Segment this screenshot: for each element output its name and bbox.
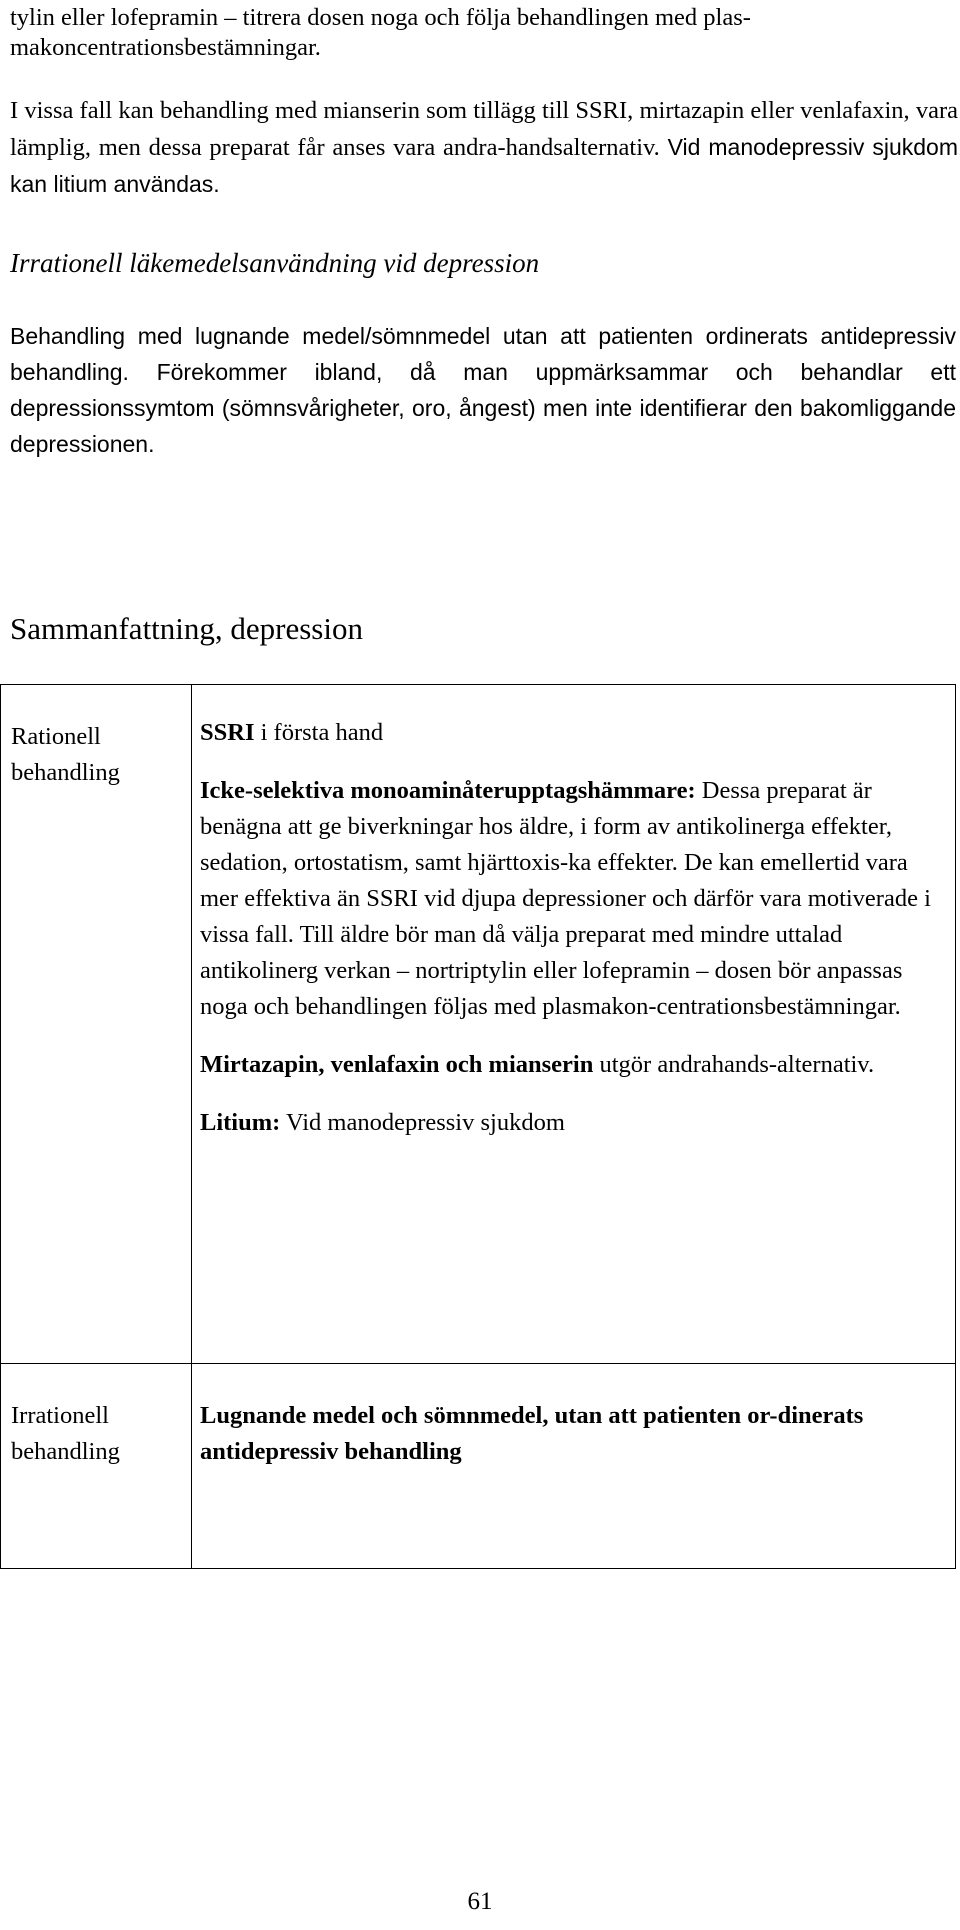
tca-rest: Dessa preparat är benägna att ge biverkningar hos äldre, i form av antikolinerga effekter, sedation, ortostatism, samt hjärttoxis-ka effekter. De kan emellertid vara mer effektiva än SSRI vid djupa depressioner och därför vara motiverade i vissa fall. Till äldre bör man då välja preparat med mindre uttalad antikolinerg verkan – nortriptylin eller lofepramin – dosen bör anpassas noga och behandlingen följas med plasmakon-centrationsbestämningar. (200, 777, 931, 1020)
lithium-bold: Litium: (200, 1109, 281, 1136)
intro-paragraph-2-text: I vissa fall kan behandling med mianserin som tillägg till SSRI, mirtazapin eller venlafaxin, vara lämplig, men dessa preparat får anses vara andra-handsalternativ. (10, 97, 958, 161)
intro-paragraph-2-lithium: Vid manodepressiv sjukdom kan litium användas. (10, 134, 959, 197)
irrational-label: Irrationell behandling (1, 1364, 192, 1569)
ssri-line (200, 715, 933, 751)
irrational-heading: Irrationell läkemedelsanvändning vid depression (10, 248, 540, 278)
irrational-body: Behandling med lugnande medel/sömnmedel utan att patienten ordinerats antidepressiv behandling. Förekommer ibland, då man uppmärksammar och behandlar ett depressionssymtom (sömnsvårigheter, oro, ångest) men inte identifierar den bakomliggande depressionen. (10, 323, 956, 457)
lithium-line (200, 1105, 933, 1141)
second-line-bold: Mirtazapin, venlafaxin och mianserin (200, 1051, 594, 1078)
rational-content (192, 685, 956, 1364)
summary-row-irrational (1, 1364, 956, 1569)
intro-paragraph-2 (10, 93, 958, 203)
ssri-bold: SSRI (200, 719, 255, 746)
ssri-rest: i första hand (254, 719, 384, 746)
intro-line-1: tylin eller lofepramin – titrera dosen noga och följa behandlingen med plas- (10, 4, 751, 31)
tca-bold: Icke-selektiva monoaminåterupptagshämmare: (200, 777, 696, 804)
page-number: 61 (467, 1888, 493, 1915)
tca-paragraph (200, 773, 933, 1025)
summary-table (0, 684, 956, 1569)
intro-line-2: makoncentrationsbestämningar. (10, 34, 321, 61)
summary-row-rational (1, 685, 956, 1364)
lithium-rest: Vid manodepressiv sjukdom (280, 1109, 565, 1136)
second-line-paragraph (200, 1047, 933, 1083)
second-line-rest: utgör andrahands-alternativ. (593, 1051, 875, 1078)
irrational-content: Lugnande medel och sömnmedel, utan att patienten or-dinerats antidepressiv behandling (192, 1364, 956, 1569)
summary-title: Sammanfattning, depression (10, 611, 363, 646)
rational-label: Rationell behandling (1, 685, 192, 1364)
